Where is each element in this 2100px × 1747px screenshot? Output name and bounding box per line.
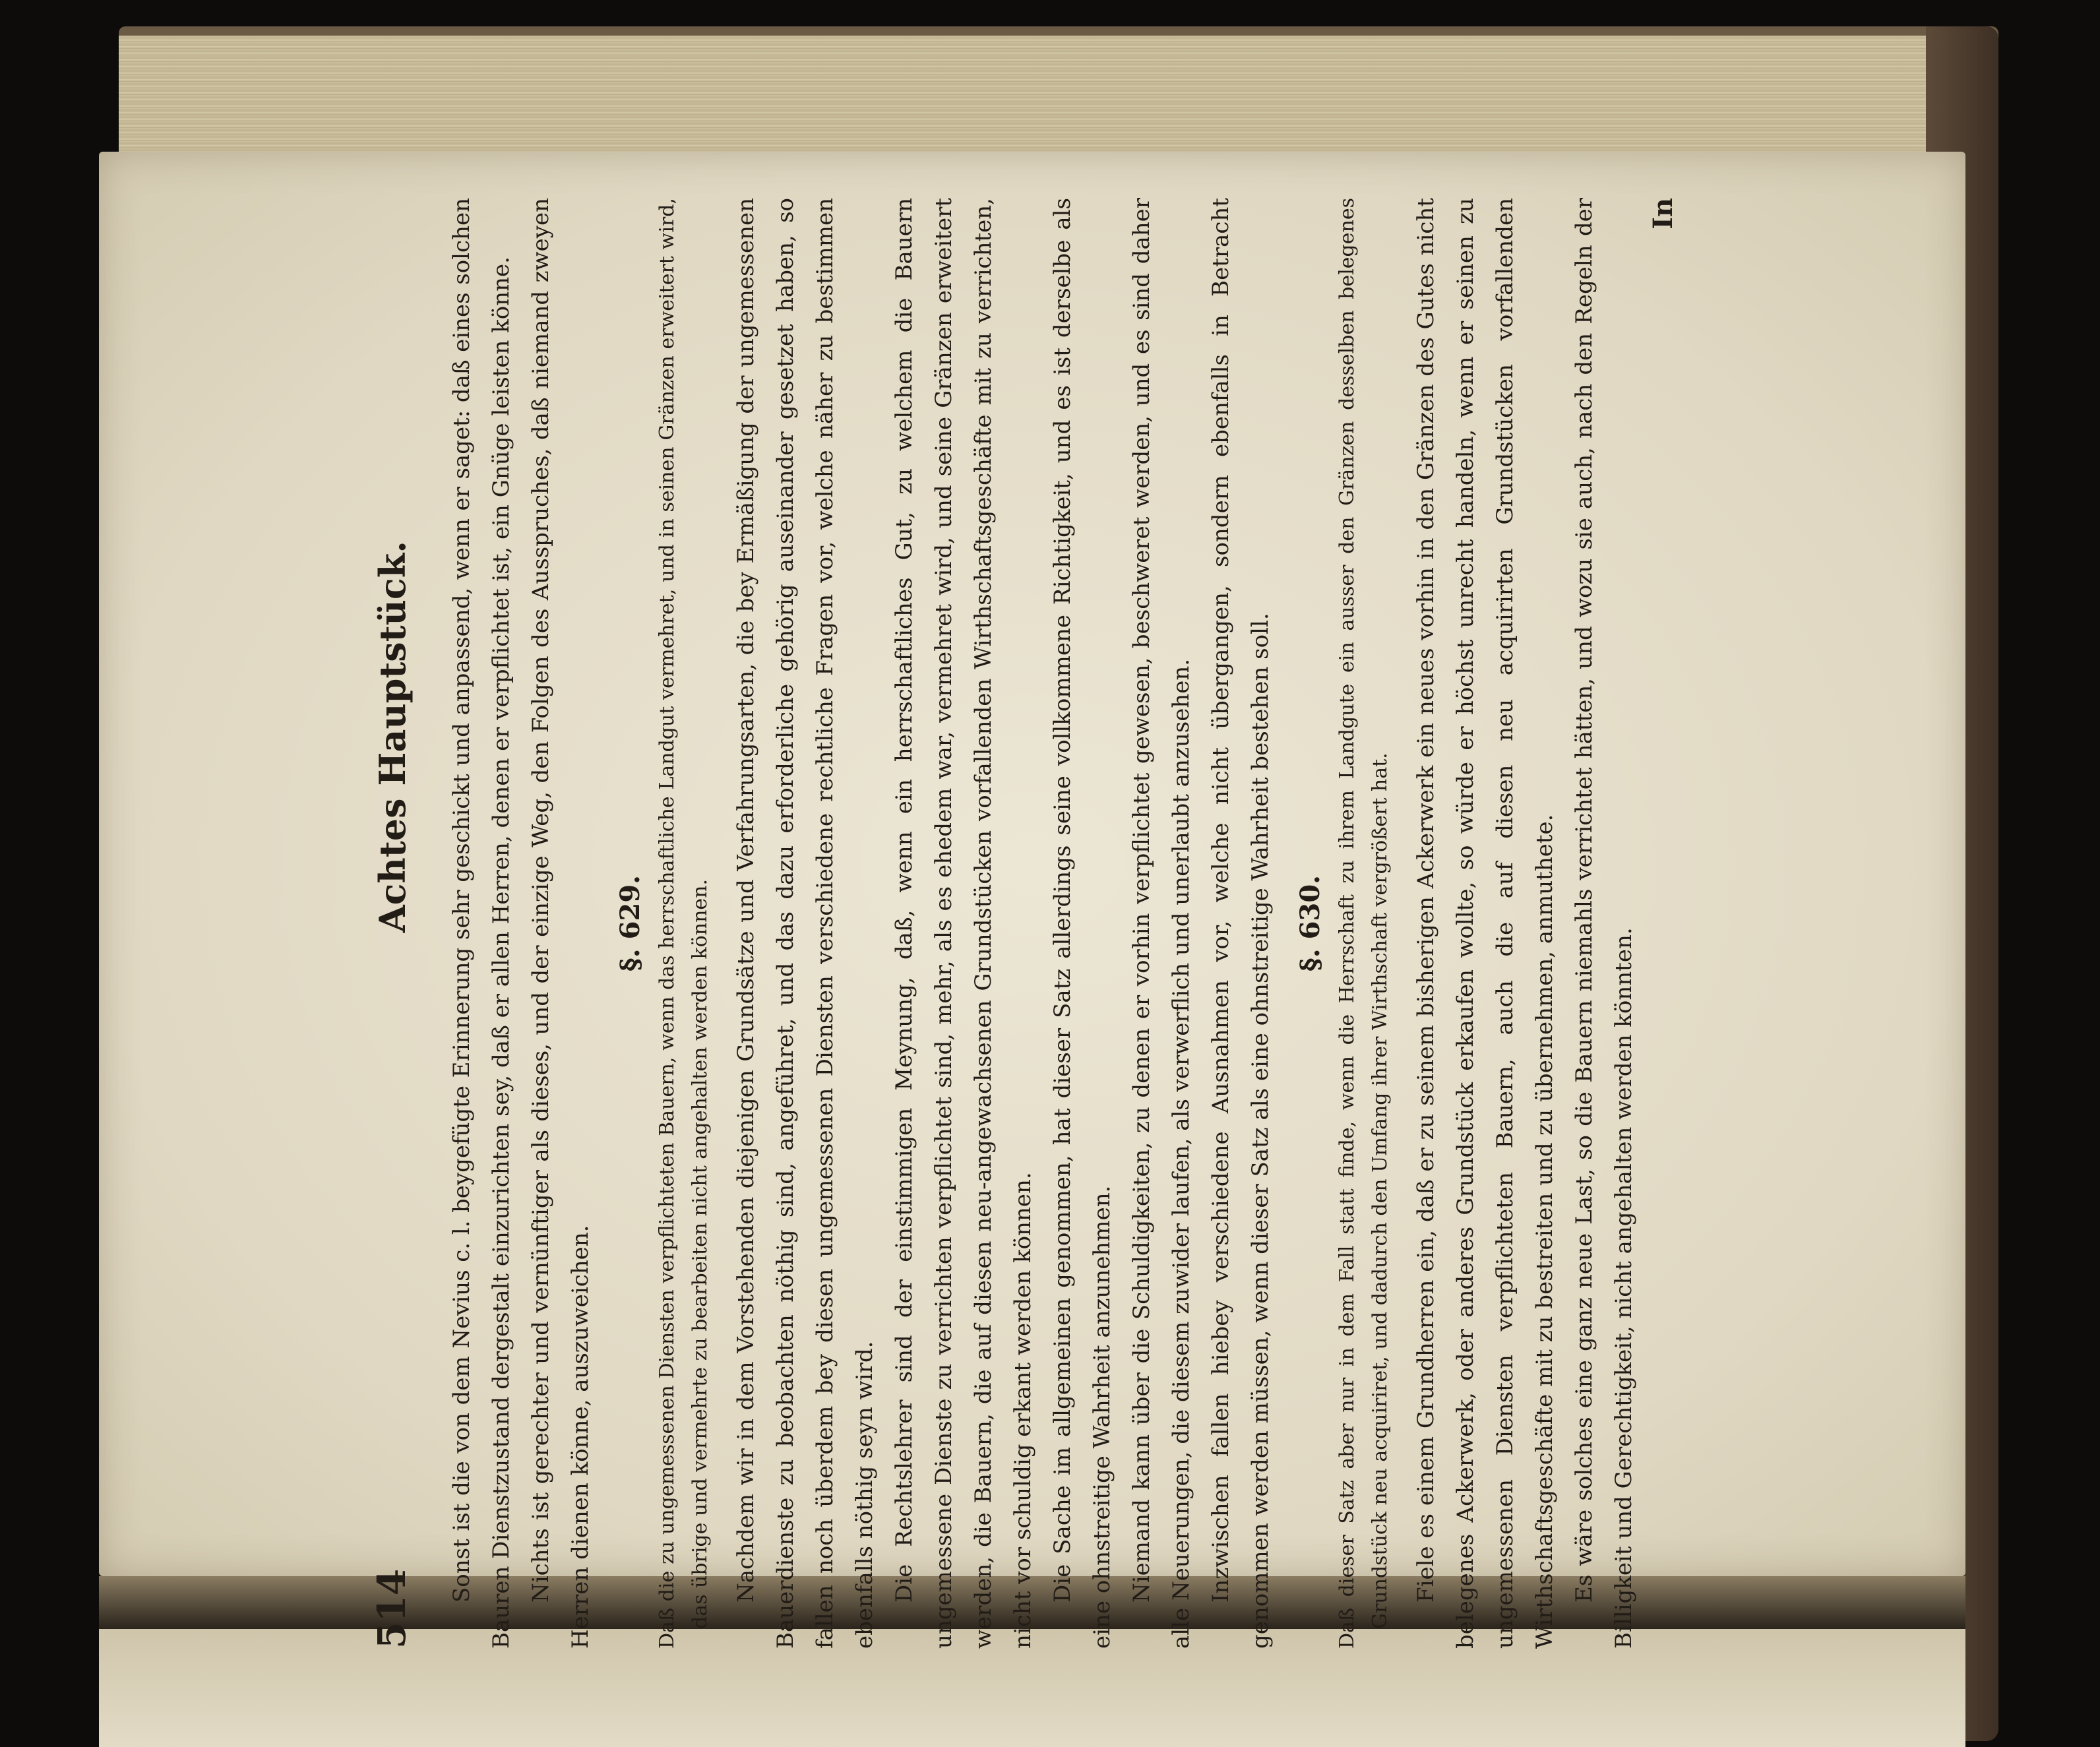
paragraph: Die Sache im allgemeinen genommen, hat dieser Satz allerdings seine vollkommene Richtigkeit, und es ist derselbe als eine ohnstreitige Wahrheit anzunehmen. xyxy=(1049,198,1115,1649)
page-header xyxy=(369,198,442,1649)
section-summary-630: Daß dieser Satz aber nur in dem Fall statt finde, wenn die Herrschaft zu ihrem Landgute ein ausser den Gränzen desselben belegenes Grundstück neu acquiriret, und dadurch den Umfang ihrer Wirthschaft vergrößert hat. xyxy=(1336,198,1392,1649)
paragraph: Es wäre solches eine ganz neue Last, so die Bauern niemahls verrichtet hätten, und wozu sie auch, nach den Regeln der Billigkeit und Gerechtigkeit, nicht angehalten werden könnten. xyxy=(1571,198,1637,1649)
paragraph: Die Rechtslehrer sind der einstimmigen Meynung, daß, wenn ein herrschaftliches Gut, zu welchem die Bauern ungemessene Dienste zu verrichten verpflichtet sind, mehr, als es ehedem war, vermehret wird, und seine Gränzen erweitert werden, die Bauern, die auf diesen neu-angewachsenen Grundstücken vorfallenden Wirthschaftsgeschäfte mit zu verrichten, nicht vor schuldig erkant werden können. xyxy=(891,198,1036,1649)
page-text xyxy=(369,198,1728,1649)
paragraph: Nichts ist gerechter und vernünftiger als dieses, und der einzige Weg, den Folgen des Ausspruches, daß niemand zweyen Herren dienen könne, auszuweichen. xyxy=(528,198,594,1649)
section-heading-630: §. 630. xyxy=(1295,874,1326,972)
section-summary-629: Daß die zu ungemessenen Diensten verpflichteten Bauern, wenn das herrschaftliche Landgut vermehret, und in seinen Gränzen erweitert wird, das übrige und vermehrte zu bearbeiten nicht angehalten werden können. xyxy=(656,198,712,1649)
paragraph: Fiele es einem Grundherren ein, daß er zu seinem bisherigen Ackerwerk ein neues vorhin in den Gränzen des Gutes nicht belegenes Ackerwerk, oder anderes Grundstück erkaufen wollte, so würde er höchst unrecht handeln, wenn er seinen zu ungemessenen Diensten verpflichteten Bauern, auch die auf diesen neu acquirirten Grundstücken vorfallenden Wirthschaftsgeschäfte mit zu bestreiten und zu übernehmen, anmuthete. xyxy=(1413,198,1558,1649)
running-head: Achtes Hauptstück. xyxy=(371,541,414,933)
paragraph: Niemand kann über die Schuldigkeiten, zu denen er vorhin verpflichtet gewesen, beschweret werden, und es sind daher alle Neuerungen, die diesem zuwider laufen, als verwerflich und unerlaubt anzusehen. xyxy=(1128,198,1194,1649)
catchword: In xyxy=(1648,198,1679,230)
paragraph: Sonst ist die von dem Nevius c. l. beygefügte Erinnerung sehr geschickt und anpassend, wenn er saget: daß eines solchen Bauren Dienstzustand dergestalt einzurichten sey, daß er allen Herren, denen er verpflichtet ist, ein Gnüge leisten könne. xyxy=(448,198,514,1649)
paragraph: Nachdem wir in dem Vorstehenden diejenigen Grundsätze und Verfahrungsarten, die bey Ermäßigung der ungemessenen Bauerdienste zu beobachten nöthig sind, angeführet, und das dazu erforderliche gehörig auseinander gesetzet haben, so fallen noch überdem bey diesen ungemessenen Diensten verschiedene rechtliche Fragen vor, welche näher zu bestimmen ebenfalls nöthig seyn wird. xyxy=(733,198,878,1649)
section-heading-629: §. 629. xyxy=(615,874,646,972)
rotated-text-block xyxy=(369,198,1728,1649)
paragraph: Inzwischen fallen hiebey verschiedene Ausnahmen vor, welche nicht übergangen, sondern ebenfalls in Betracht genommen werden müssen, wenn dieser Satz als eine ohnstreitige Wahrheit bestehen soll. xyxy=(1208,198,1274,1649)
page-number: 514 xyxy=(369,1568,414,1649)
